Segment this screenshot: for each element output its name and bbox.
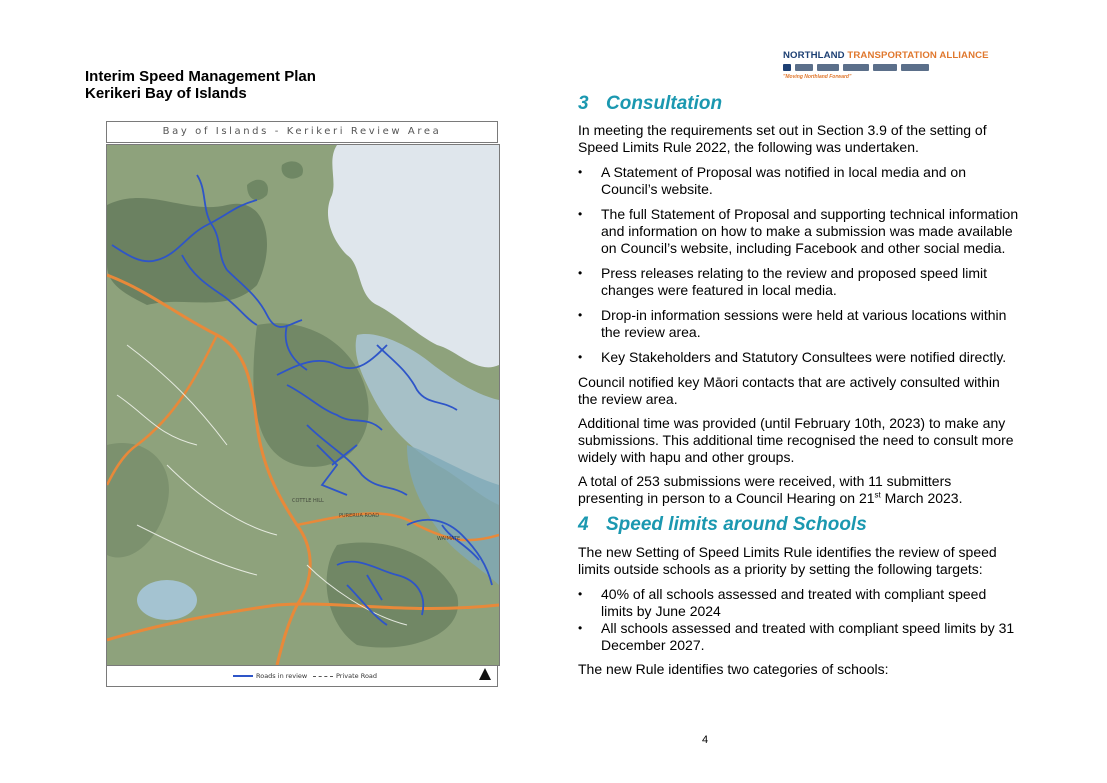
header-title-line1: Interim Speed Management Plan	[85, 68, 316, 85]
svg-text:COTTLE HILL: COTTLE HILL	[292, 498, 324, 504]
partner-logos	[783, 63, 953, 72]
partner-logo-icon	[843, 64, 869, 71]
section-3-heading: 3 Consultation	[578, 93, 723, 114]
partner-logo-icon	[795, 64, 813, 71]
section-4-closing: The new Rule identifies two categories of schools:	[578, 661, 889, 677]
para-maori-contacts: Council notified key Māori contacts that are actively consulted within the review area.	[578, 374, 1000, 407]
section-4-intro: The new Setting of Speed Limits Rule identifies the review of speed limits outside schools as a priority by setting the following targets:	[578, 544, 997, 577]
bullet-icon: •	[578, 165, 583, 179]
bullet-icon: •	[578, 207, 583, 221]
bullet-icon: •	[578, 621, 583, 635]
para-submissions-total: A total of 253 submissions were received, with 11 submitters presenting in person to a Council Hearing on 21st March 2023.	[578, 473, 963, 506]
logo-wordmark: NORTHLAND TRANSPORTATION ALLIANCE	[783, 50, 989, 61]
partner-logo-icon	[783, 64, 791, 71]
bullet-icon: •	[578, 350, 583, 364]
section-3-intro: In meeting the requirements set out in Section 3.9 of the setting of Speed Limits Rule 2022, the following was undertaken.	[578, 122, 987, 155]
partner-logo-icon	[901, 64, 929, 71]
section-4-heading: 4 Speed limits around Schools	[578, 514, 867, 535]
review-area-map	[106, 121, 498, 687]
dashed-line-swatch	[313, 676, 333, 677]
page-number: 4	[702, 734, 709, 746]
logo-tagline: "Moving Northland Forward"	[783, 74, 852, 80]
document-header	[85, 68, 316, 102]
bullet-icon: •	[578, 308, 583, 322]
bullet-icon: •	[578, 266, 583, 280]
legend-private-road: Private Road	[313, 672, 377, 680]
partner-logo-icon	[873, 64, 897, 71]
svg-text:WAIMATE: WAIMATE	[437, 536, 461, 542]
map-image	[106, 144, 500, 666]
map-graphic	[107, 145, 499, 665]
map-legend	[106, 665, 498, 687]
legend-roads-in-review: Roads in review	[233, 672, 307, 680]
svg-text:PURERUA ROAD: PURERUA ROAD	[339, 513, 380, 519]
northland-transportation-alliance-logo	[783, 50, 989, 82]
map-title: Bay of Islands - Kerikeri Review Area	[106, 121, 498, 143]
partner-logo-icon	[817, 64, 839, 71]
bullet-icon: •	[578, 587, 583, 601]
blue-line-swatch	[233, 675, 253, 677]
north-arrow-icon	[479, 668, 491, 680]
para-additional-time: Additional time was provided (until February 10th, 2023) to make any submissions. This additional time recognised the need to consult more widely with hapu and other groups.	[578, 415, 1014, 465]
header-title-line2: Kerikeri Bay of Islands	[85, 85, 247, 102]
